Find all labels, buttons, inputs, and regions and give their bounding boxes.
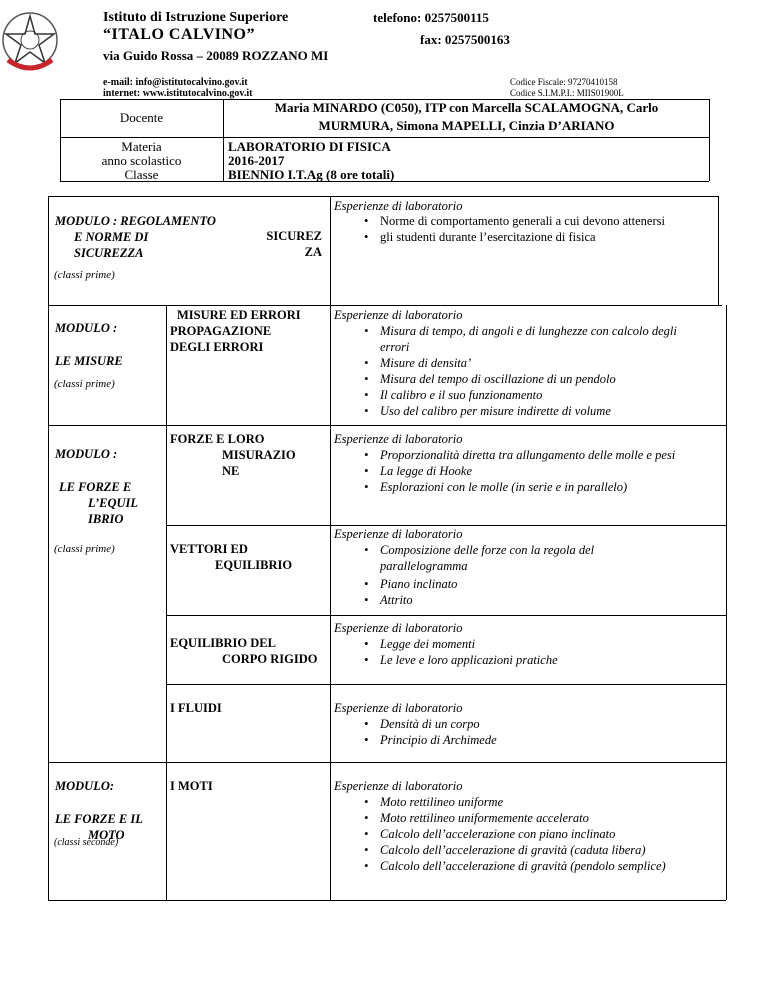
list-item: • gli studenti durante l’esercitazione di fisica (334, 229, 714, 245)
module4-classes: (classi seconde) (54, 837, 119, 848)
list-item: • Il calibro e il suo funzionamento (334, 387, 726, 403)
institute-name: Istituto di Istruzione Superiore (103, 10, 289, 25)
list-item: • Le leve e loro applicazioni pratiche (334, 652, 726, 668)
list-item: • Proporzionalità diretta tra allungamento delle molle e pesi (334, 447, 726, 463)
module3-title: MODULO : LE FORZE E L’EQUIL IBRIO (55, 447, 138, 526)
module3-unit1: FORZE E LORO MISURAZIO NE (170, 432, 296, 478)
module3-u3-exp-list (334, 636, 726, 668)
list-item: • Calcolo dell’accelerazione con piano inclinato (334, 826, 726, 842)
module1-title: MODULO : REGOLAMENTO E NORME DI SICUREZZA (55, 214, 216, 260)
list-item: • Calcolo dell’accelerazione di gravità (caduta libera) (334, 842, 726, 858)
materia-label: Materia (121, 139, 162, 154)
module4-unit: I MOTI (170, 779, 213, 793)
school-address: via Guido Rossa – 20089 ROZZANO MI (103, 48, 329, 63)
list-item: • Moto rettilineo uniforme (334, 794, 726, 810)
module1-classes: (classi prime) (54, 269, 115, 281)
module3-u2-exp-list (334, 542, 726, 608)
module3-classes: (classi prime) (54, 543, 115, 555)
list-item: • Moto rettilineo uniformemente accelerato (334, 810, 726, 826)
list-item: • Calcolo dell’accelerazione di gravità (pendolo semplice) (334, 858, 726, 874)
materia-value: LABORATORIO DI FISICA (228, 139, 391, 154)
module2-exp-list (334, 323, 726, 419)
module3-u1-exp-list (334, 447, 726, 495)
list-item: • La legge di Hooke (334, 463, 726, 479)
list-item: • Uso del calibro per misure indirette di volume (334, 403, 726, 419)
module2-title: MODULO : LE MISURE (55, 321, 123, 368)
website-link[interactable]: internet: www.istitutocalvino.gov.it (103, 88, 253, 99)
module2-classes: (classi prime) (54, 378, 115, 390)
module2-unit: MISURE ED ERRORI PROPAGAZIONE DEGLI ERRORI (170, 308, 301, 354)
list-item: • Norme di comportamento generali a cui devono attenersi (334, 213, 714, 229)
list-item: • Piano inclinato (334, 576, 726, 592)
classe-value: BIENNIO I.T.Ag (8 ore totali) (228, 167, 395, 182)
module3-u4-exp-list (334, 716, 726, 748)
module3-u3-exp-heading: Esperienze di laboratorio (334, 621, 463, 635)
module3-unit2: VETTORI ED EQUILIBRIO (170, 542, 293, 572)
list-item: • Esplorazioni con le molle (in serie e in parallelo) (334, 479, 726, 495)
module4-exp-list (334, 794, 726, 874)
docente-value-line2: MURMURA, Simona MAPELLI, Cinzia D’ARIANO (318, 118, 615, 133)
docente-value-line1: Maria MINARDO (C050), ITP con Marcella SCALAMOGNA, Carlo (274, 100, 659, 115)
module3-unit4: I FLUIDI (170, 701, 222, 715)
module3-u2-exp-heading: Esperienze di laboratorio (334, 527, 463, 541)
list-item: • Legge dei momenti (334, 636, 726, 652)
school-name: “ITALO CALVINO” (103, 26, 255, 43)
phone-number: telefono: 0257500115 (373, 10, 489, 25)
republic-emblem-icon (0, 10, 60, 76)
module3-u1-exp-heading: Esperienze di laboratorio (334, 432, 463, 446)
list-item: • Misure di densita’ (334, 355, 726, 371)
module1-exp-heading: Esperienze di laboratorio (334, 199, 463, 213)
list-item: • Misura di tempo, di angoli e di lunghezze con calcolo degli errori (334, 323, 726, 355)
list-item: • Attrito (334, 592, 726, 608)
module4-title: MODULO: LE FORZE E IL MOTO (55, 779, 143, 842)
module1-unit: SICUREZ ZA (266, 229, 322, 259)
fax-number: fax: 0257500163 (420, 32, 510, 47)
simpi-code: Codice S.I.M.P.I.: MIIS01900L (510, 88, 624, 98)
module4-exp-heading: Esperienze di laboratorio (334, 779, 463, 793)
module3-u4-exp-heading: Esperienze di laboratorio (334, 701, 463, 715)
anno-value: 2016-2017 (228, 153, 285, 168)
docente-label: Docente (119, 110, 164, 125)
fiscal-code: Codice Fiscale: 97270410158 (510, 77, 618, 87)
list-item: • Misura del tempo di oscillazione di un pendolo (334, 371, 726, 387)
module2-exp-heading: Esperienze di laboratorio (334, 308, 463, 322)
list-item: • Principio di Archimede (334, 732, 726, 748)
list-item: • Composizione delle forze con la regola del parallelogramma (334, 542, 726, 574)
email-link[interactable]: e-mail: info@istitutocalvino.gov.it (103, 77, 248, 88)
module3-unit3: EQUILIBRIO DEL CORPO RIGIDO (170, 636, 318, 666)
list-item: • Densità di un corpo (334, 716, 726, 732)
classe-label: Classe (124, 167, 159, 182)
anno-label: anno scolastico (101, 153, 182, 168)
module1-exp-list (334, 213, 714, 245)
